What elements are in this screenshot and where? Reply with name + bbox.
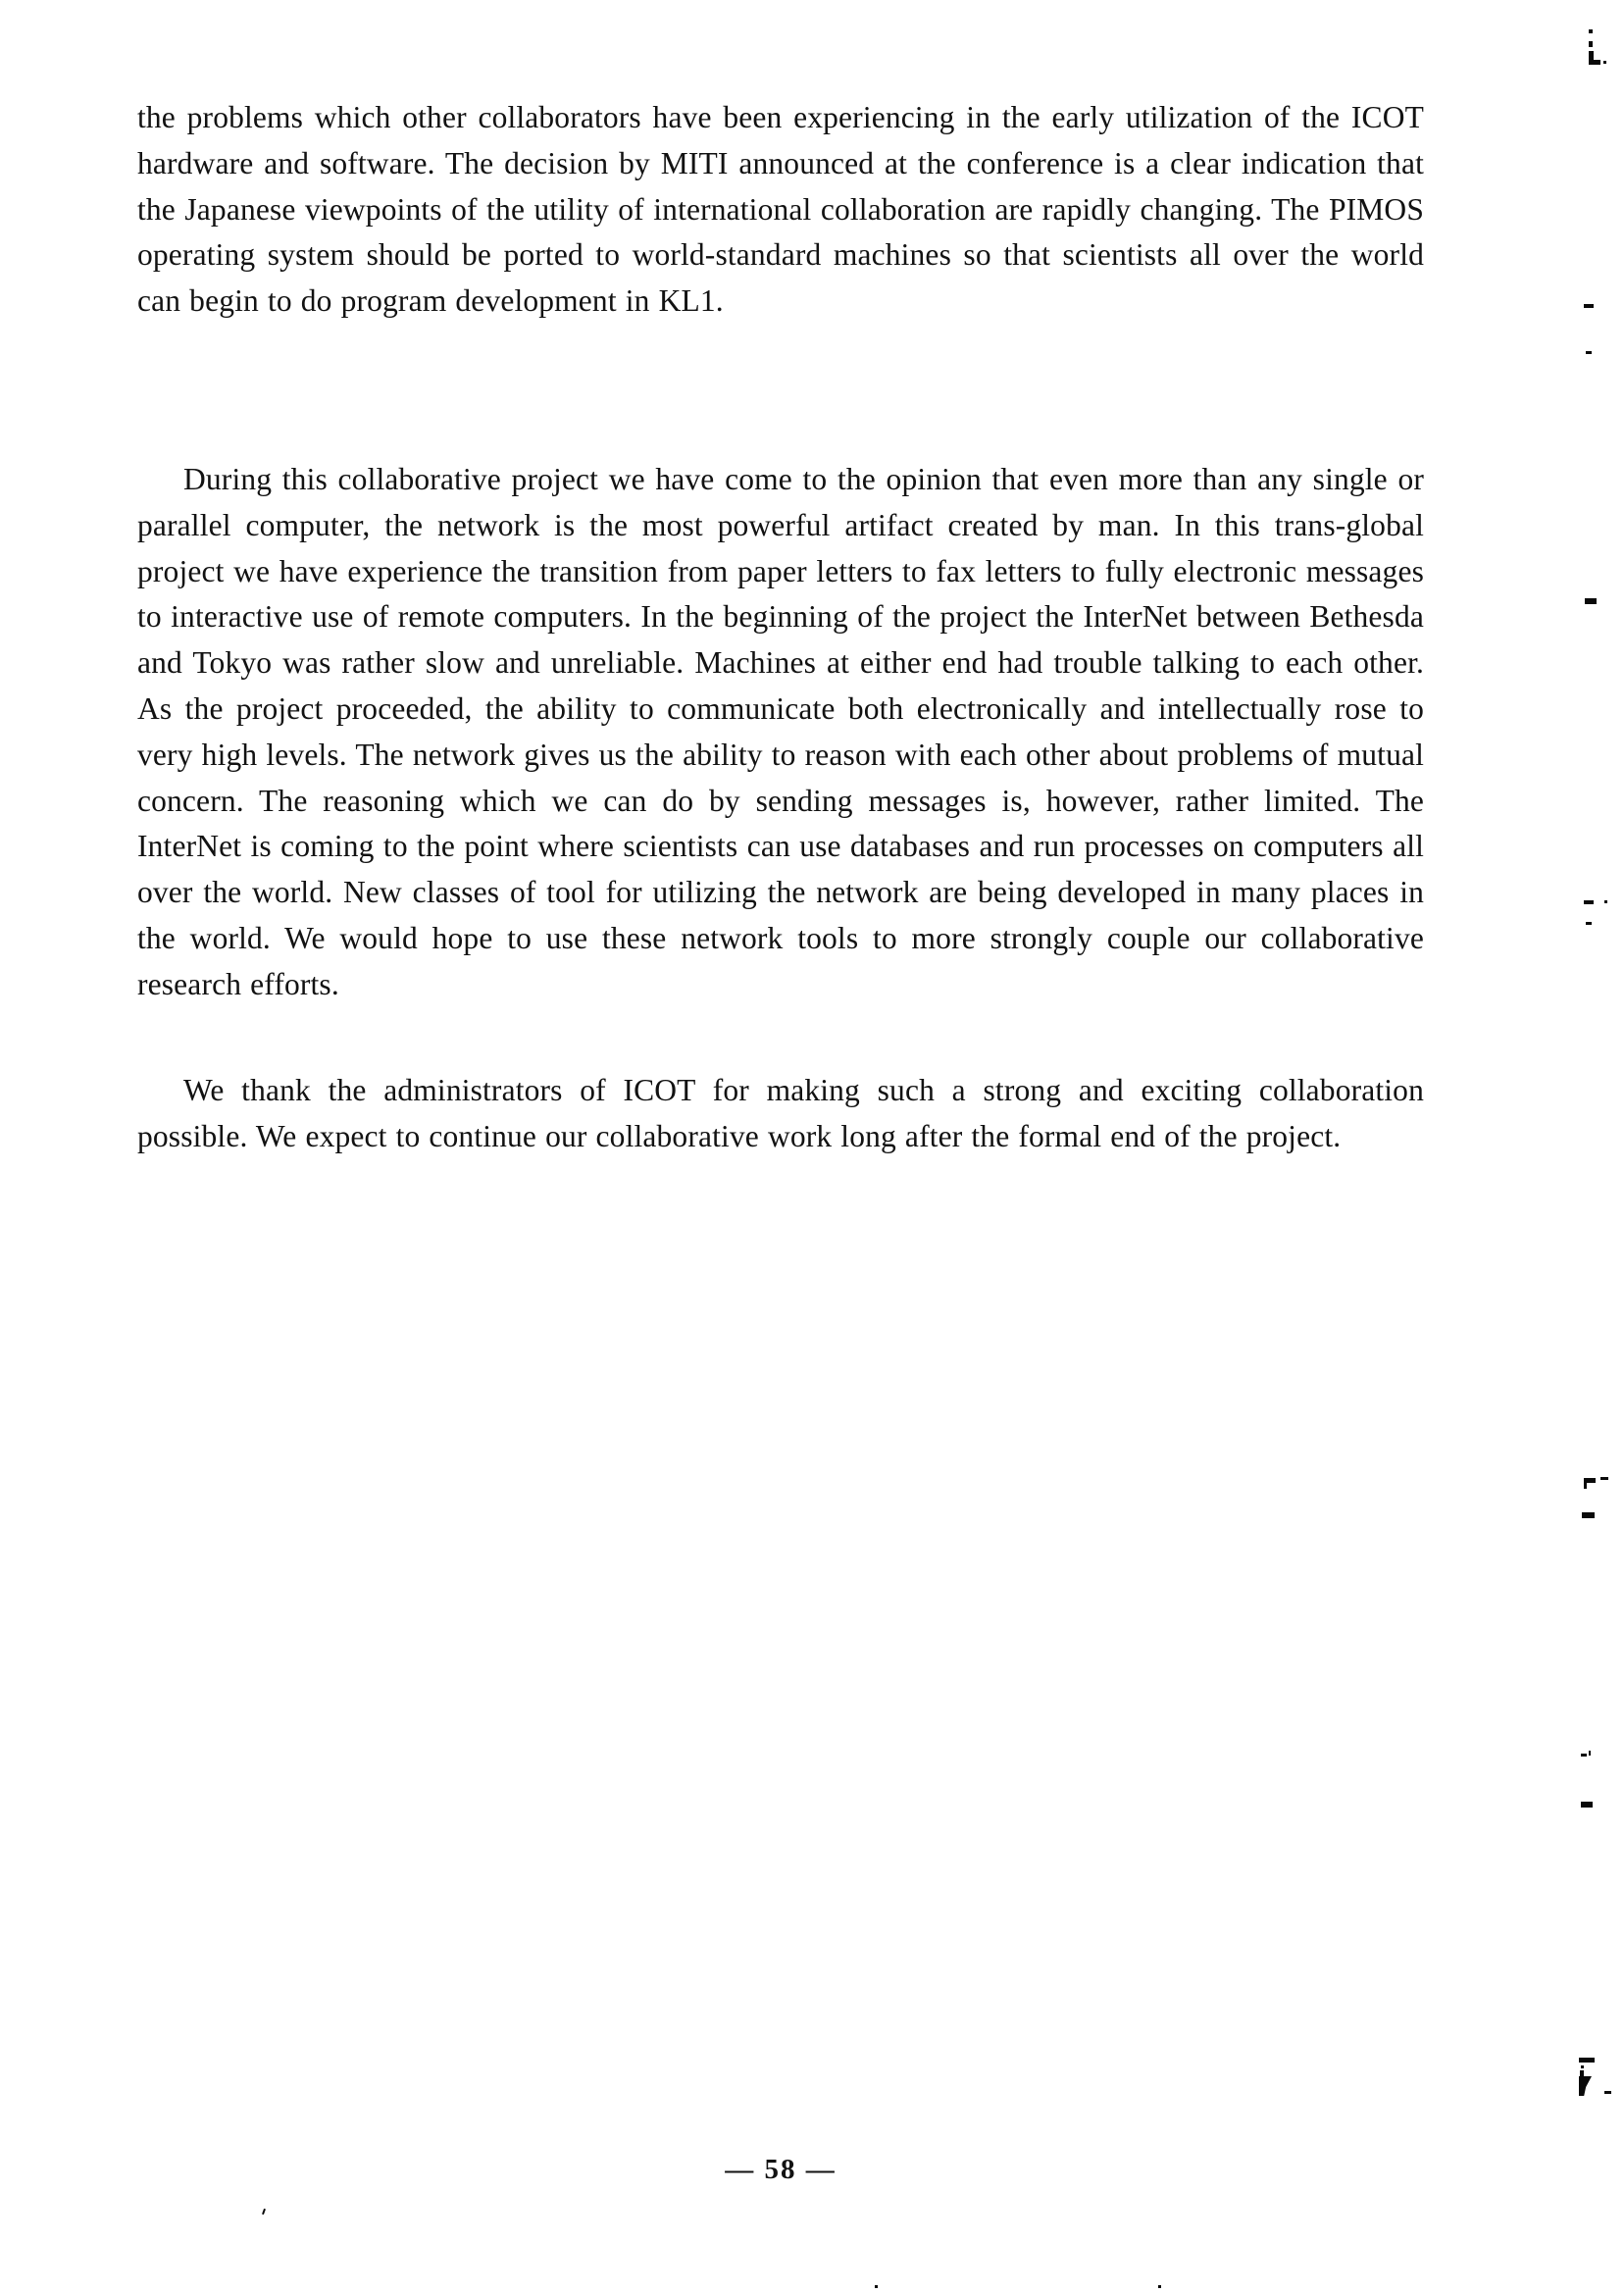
ink-speck — [1603, 61, 1606, 64]
ink-speck — [1158, 2285, 1161, 2288]
paragraph-3: We thank the administrators of ICOT for making such a strong and exciting collaboration possible. We expect to continue our collaborative work long after the formal end of the project. — [137, 1073, 1424, 1153]
ink-speck — [262, 2209, 266, 2215]
ink-dash — [1582, 1512, 1595, 1518]
ink-speck — [1589, 41, 1593, 47]
ink-dash — [1586, 351, 1592, 354]
ink-dash — [1604, 2091, 1611, 2094]
ink-speck — [1589, 1751, 1591, 1756]
ink-speck — [1584, 1483, 1587, 1489]
ink-dash — [1581, 1802, 1593, 1808]
paragraph-block-2 — [137, 457, 1424, 1008]
ink-blob — [1579, 2076, 1592, 2096]
ink-dash — [1581, 1754, 1587, 1757]
ink-dash — [1584, 900, 1594, 904]
ink-blob — [1589, 60, 1600, 65]
ink-blob — [1579, 2058, 1595, 2063]
paragraph-2: During this collaborative project we have come to the opinion that even more than any single or parallel computer, the network is the most powerful artifact created by man. In this trans-global project we have experience the transition from paper letters to fax letters to fully electronic messages to interactive use of remote computers. In the beginning of the project the InterNet between Bethesda and Tokyo was rather slow and unreliable. Machines at either end had trouble talking to each other. As the project proceeded, the ability to communicate both electronically and intellectually rose to very high levels. The network gives us the ability to reason with each other about problems of mutual concern. The reasoning which we can do by sending messages is, however, rather limited. The InterNet is coming to the point where scientists can use databases and run processes on computers all over the world. New classes of tool for utilizing the network are being developed in many places in the world. We would hope to use these network tools to more strongly couple our collaborative research efforts. — [137, 462, 1424, 1001]
paragraph-block-3 — [137, 1068, 1424, 1160]
ink-speck — [1604, 900, 1607, 903]
paragraph-block-1 — [137, 95, 1424, 325]
page-number: — 58 — — [725, 2154, 837, 2185]
ink-speck — [1580, 2070, 1584, 2076]
paragraph-1: the problems which other collaborators have been experiencing in the early utilization of the ICOT hardware and software. The decision by MITI announced at the conference is a clear indication that the Japanese viewpoints of the utility of international collaboration are rapidly changing. The PIMOS operating system should be ported to world-standard machines so that scientists all over the world can begin to do program development in KL1. — [137, 100, 1424, 319]
ink-dash — [1585, 598, 1597, 604]
ink-dash — [1584, 304, 1594, 308]
ink-dash — [1586, 922, 1592, 925]
ink-speck — [1581, 2065, 1584, 2068]
ink-speck — [1589, 29, 1593, 33]
ink-speck — [875, 2285, 878, 2288]
ink-dash — [1600, 1477, 1608, 1480]
